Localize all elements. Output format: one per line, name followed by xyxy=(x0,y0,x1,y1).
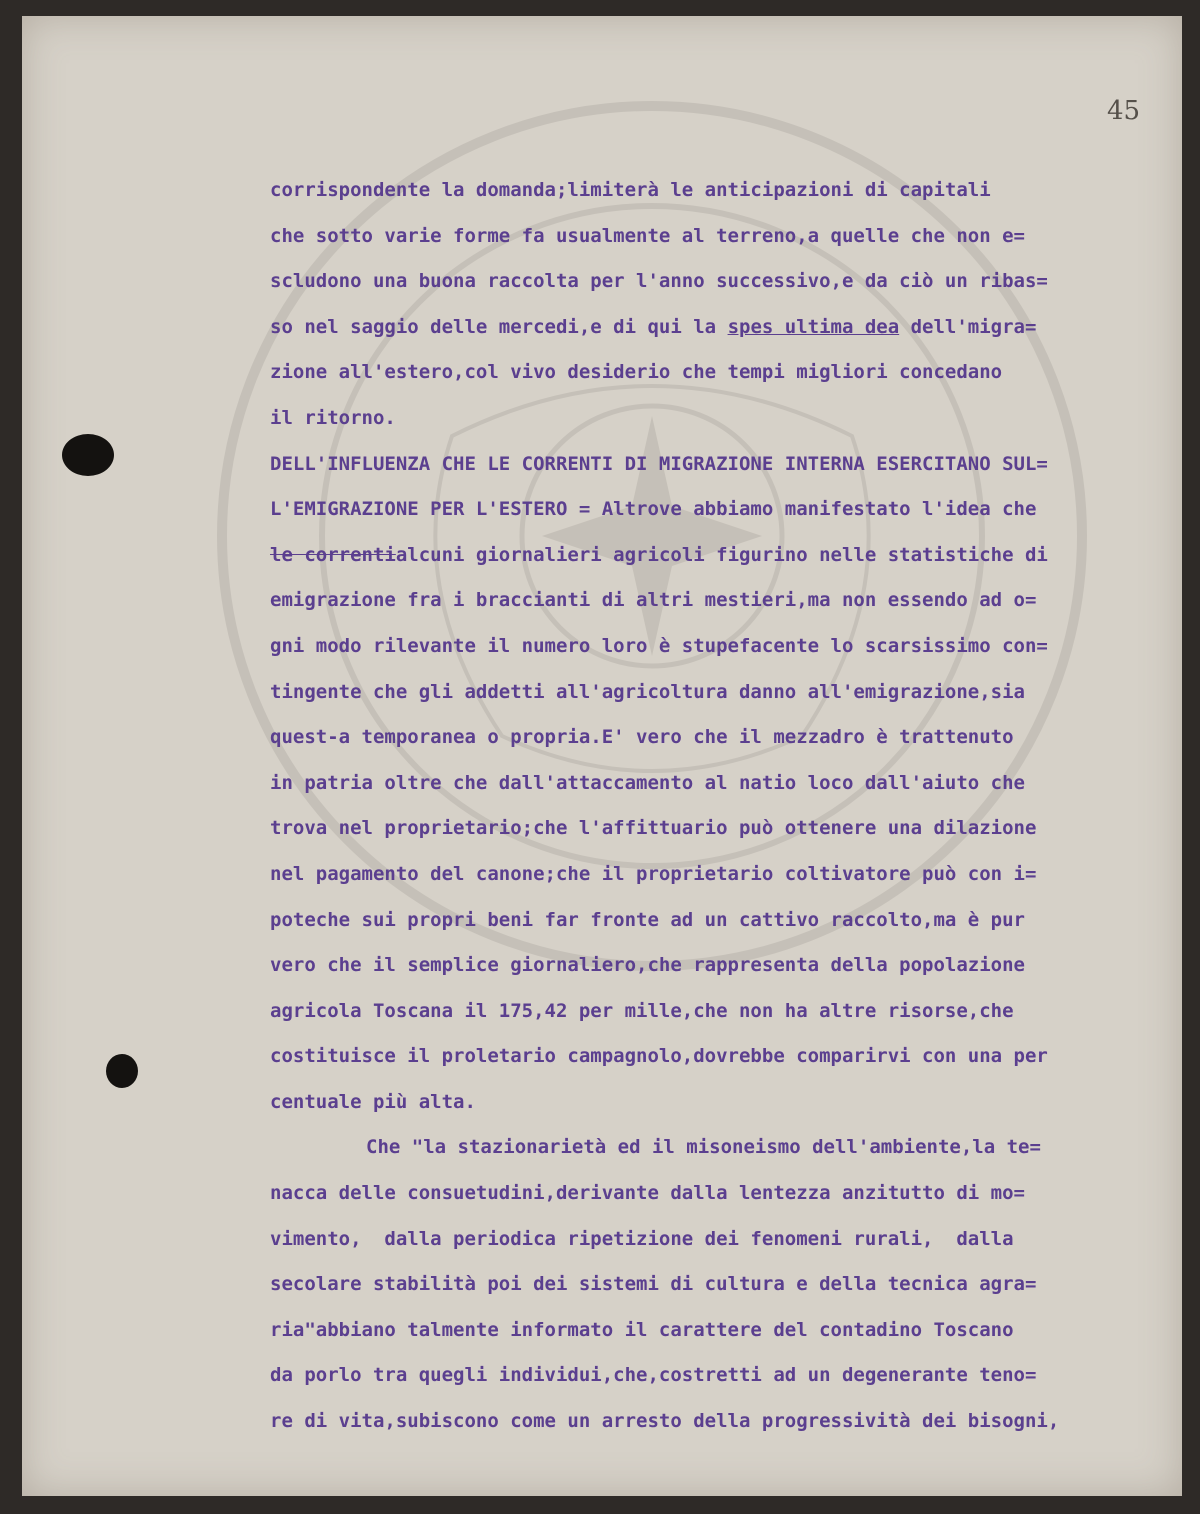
text-line: trova nel proprietario;che l'affittuario può ottenere una dilazione xyxy=(270,817,1037,840)
document-page xyxy=(22,16,1182,1496)
text-line: gni modo rilevante il numero loro è stupefacente lo scarsissimo con= xyxy=(270,634,1048,657)
text-line: emigrazione fra i braccianti di altri mestieri,ma non essendo ad o= xyxy=(270,589,1037,612)
text-line: tingente che gli addetti all'agricoltura danno all'emigrazione,sia xyxy=(270,680,1025,703)
typed-text-block xyxy=(270,168,1182,1445)
text-line: secolare stabilità poi dei sistemi di cultura e della tecnica agra= xyxy=(270,1273,1037,1296)
text-segment: dell'migra= xyxy=(899,315,1037,338)
text-line: quest-a temporanea o propria.E' vero che il mezzadro è trattenuto xyxy=(270,726,1014,749)
text-line: il ritorno. xyxy=(270,406,396,429)
text-line: re di vita,subiscono come un arresto della progressività dei bisogni, xyxy=(270,1410,1060,1433)
punch-hole xyxy=(62,434,114,476)
text-line: ria"abbiano talmente informato il carattere del contadino Toscano xyxy=(270,1318,1014,1341)
text-line: nel pagamento del canone;che il proprietario coltivatore può con i= xyxy=(270,862,1037,885)
text-line: DELL'INFLUENZA CHE LE CORRENTI DI MIGRAZIONE INTERNA ESERCITANO SUL= xyxy=(270,452,1048,475)
text-line: da porlo tra quegli individui,che,costretti ad un degenerante teno= xyxy=(270,1364,1037,1387)
text-line: costituisce il proletario campagnolo,dovrebbe comparirvi con una per xyxy=(270,1045,1048,1068)
text-line: agricola Toscana il 175,42 per mille,che non ha altre risorse,che xyxy=(270,999,1014,1022)
text-line: centuale più alta. xyxy=(270,1090,476,1113)
text-line: zione all'estero,col vivo desiderio che tempi migliori concedano xyxy=(270,361,1003,384)
text-segment: alcuni giornalieri agricoli figurino nelle statistiche di xyxy=(395,543,1048,566)
text-line: che sotto varie forme fa usualmente al terreno,a quelle che non e= xyxy=(270,224,1025,247)
text-line: vimento, dalla periodica ripetizione dei fenomeni rurali, dalla xyxy=(270,1227,1014,1250)
text-line: vero che il semplice giornaliero,che rappresenta della popolazione xyxy=(270,954,1025,977)
text-line: corrispondente la domanda;limiterà le anticipazioni di capitali xyxy=(270,179,991,201)
text-line xyxy=(270,533,1182,579)
text-line: Che "la stazionarietà ed il misoneismo dell'ambiente,la te= xyxy=(366,1136,1041,1159)
text-line: poteche sui propri beni far fronte ad un cattivo raccolto,ma è pur xyxy=(270,908,1025,931)
text-line: L'EMIGRAZIONE PER L'ESTERO = Altrove abbiamo manifestato l'idea che xyxy=(270,498,1037,521)
underlined-text: spes ultima dea xyxy=(727,315,900,338)
text-line xyxy=(270,305,1182,351)
text-line: nacca delle consuetudini,derivante dalla lentezza anzitutto di mo= xyxy=(270,1182,1025,1205)
text-line: scludono una buona raccolta per l'anno successivo,e da ciò un ribas= xyxy=(270,270,1048,293)
struck-text: le correnti xyxy=(270,543,396,566)
text-segment: so nel saggio delle mercedi,e di qui la xyxy=(270,315,728,338)
punch-hole xyxy=(106,1054,138,1088)
page-number: 45 xyxy=(1107,96,1141,126)
text-line: in patria oltre che dall'attaccamento al natio loco dall'aiuto che xyxy=(270,771,1025,794)
